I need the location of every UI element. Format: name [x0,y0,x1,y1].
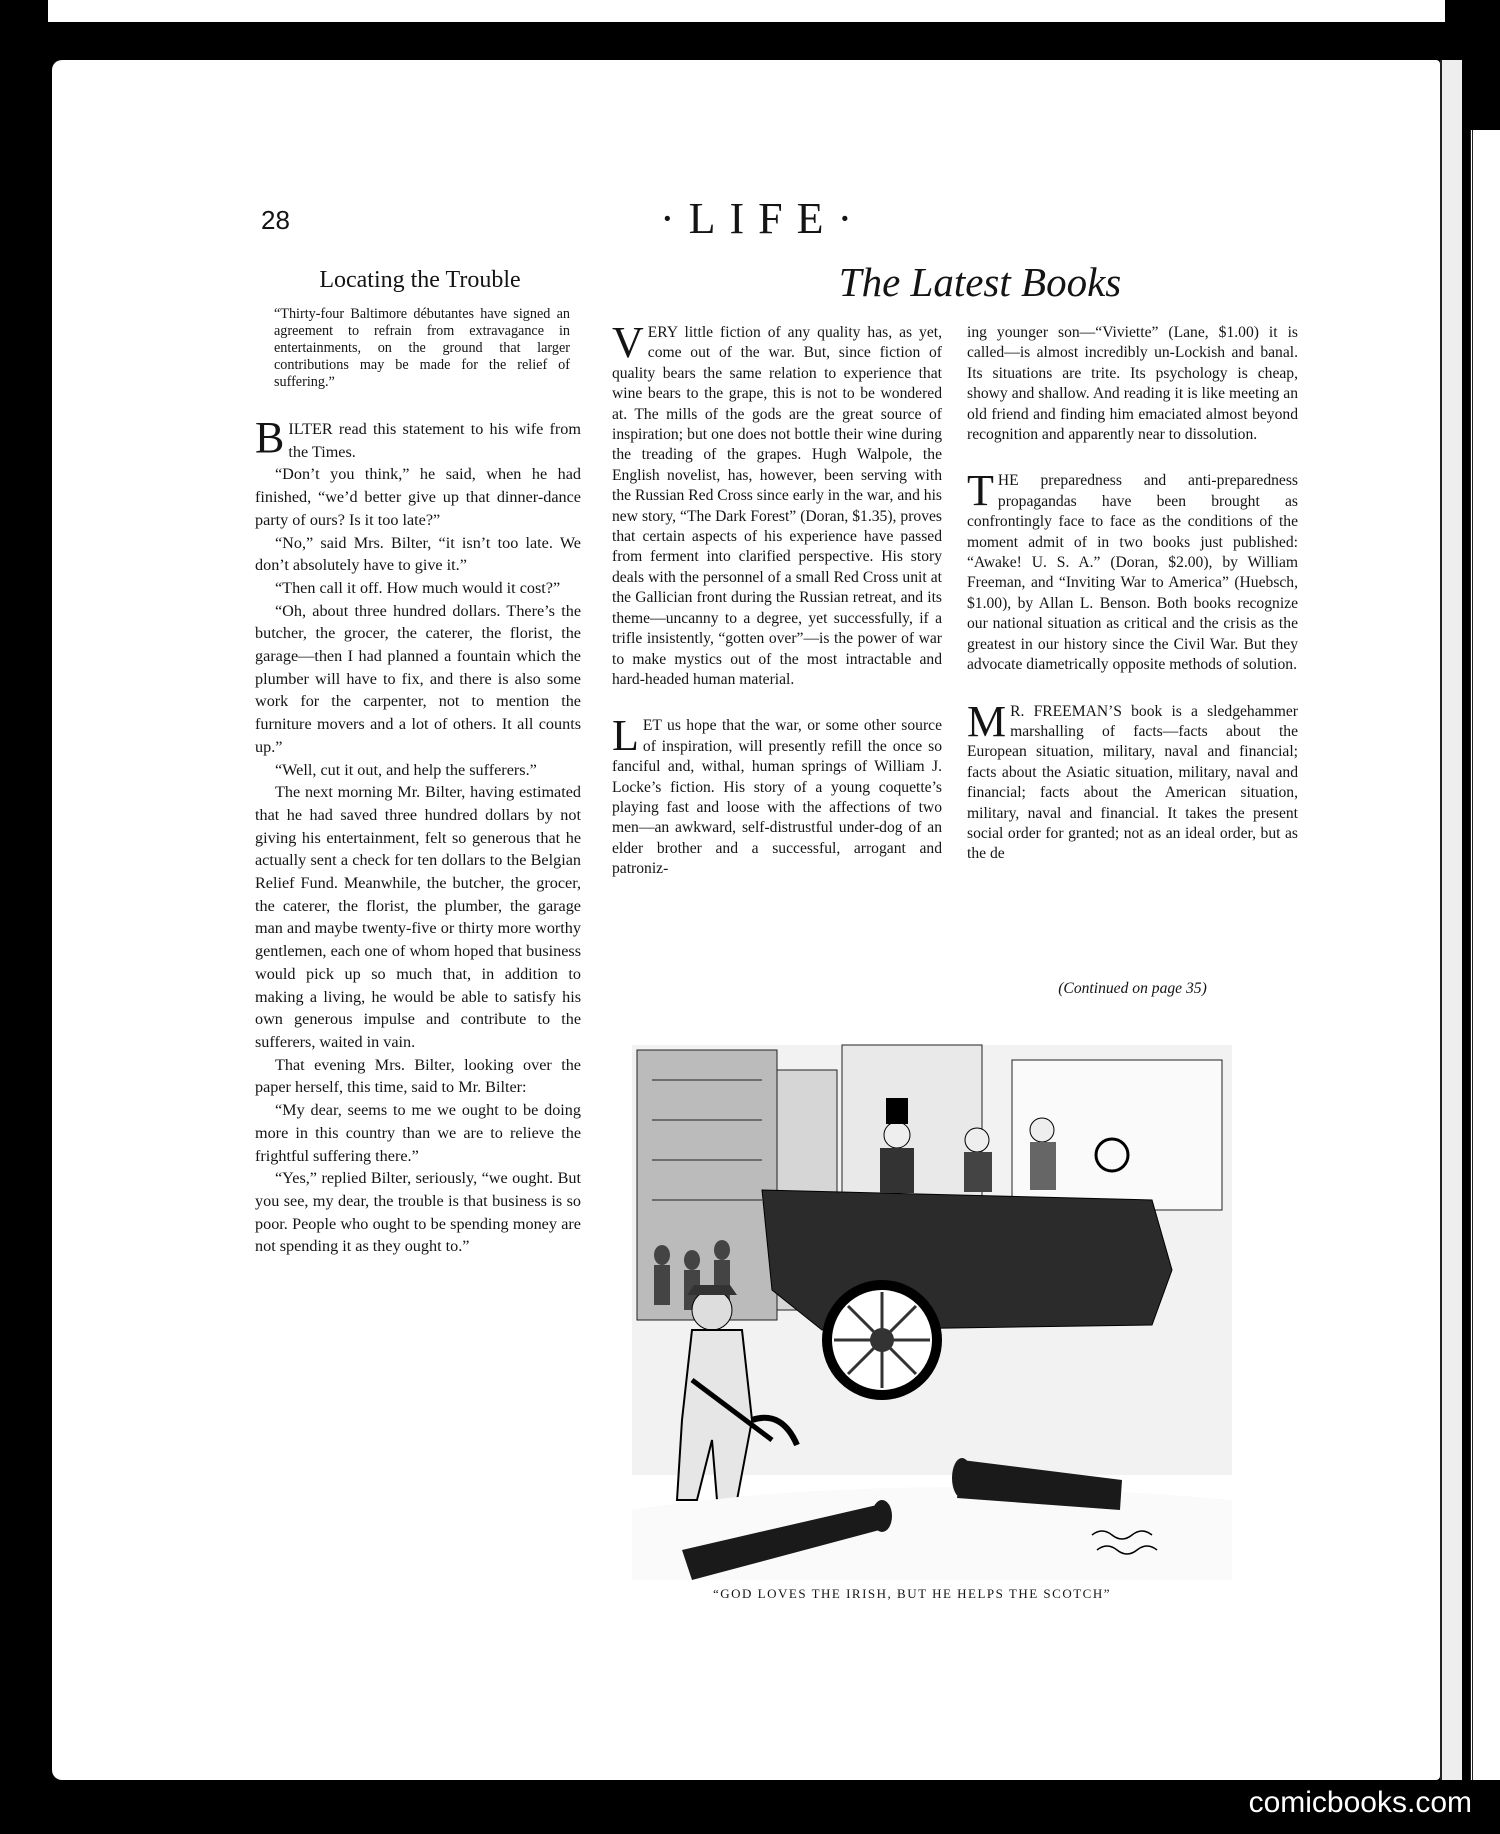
drop-cap: M [967,696,1007,746]
previous-page-edge [48,0,1445,22]
books-paragraph: THE preparedness and anti-preparedness propagandas have been brought as confrontingly face to face as the conditions of the moment admit of in two books just published: “Awake! U. S. A.” (Doran, $2.00), by William Freeman, and “Inviting War to America” (Huebsch, $1.00), by Allan L. Benson. Both books recognize our national situation as critical and the crisis as the greatest in our history since the Civil War. But they advocate diametrically opposite methods of solution. [967,466,1298,674]
books-column-middle [612,318,942,880]
books-column-right [967,323,1298,865]
drop-cap: L [612,711,639,761]
page-number: 28 [261,205,290,235]
drop-cap: B [255,413,285,462]
books-paragraph: ing younger son—“Viviette” (Lane, $1.00) it is called—is almost incredibly un-Lockish and banal. Its situations are trite. Its psychology is cheap, showy and shallow. And reading it is like meeting an old friend and finding him emaciated almost beyond recognition and apparently near to dissolution. [967,324,1298,444]
left-paragraph: “No,” said Mrs. Bilter, “it isn’t too late. We don’t absolutely have to give it.” [255,533,581,575]
masthead: ·LIFE· [660,194,867,243]
left-paragraph: The next morning Mr. Bilter, having estimated that he had saved three hundred dollars by not giving his entertainment, felt so generous that he actually sent a check for ten dollars to the Belgian Relief Fund. Meanwhile, the butcher, the grocer, the caterer, the florist, the plumber, the garage man and maybe twenty-five or thirty more worthy gentlemen, each one of whom hoped that business would pick up so much that, in addition to making a living, he would be able to satisfy his own generous impulse and contribute to the sufferers, waited in vain. [255,783,581,1051]
watermark: comicbooks.com [1248,1786,1472,1819]
continued-note: (Continued on page 35) [1058,980,1207,997]
left-article-epigraph: “Thirty-four Baltimore débutantes have signed an agreement to refrain from extravagance in entertainments, on the ground that larger contributions may be made for the relief of suffering.” [274,306,570,390]
left-paragraph: “Well, cut it out, and help the sufferers.” [275,760,537,779]
left-paragraph: “My dear, seems to me we ought to be doing more in this country than we are to relieve the frightful suffering there.” [255,1101,581,1165]
books-paragraph: VERY little fiction of any quality has, as yet, come out of the war. But, since fiction of quality bears the same relation to experience that wine bears to the grape, this is not to be wondered at. The mills of the gods are the great source of inspiration; but one does not bottle their wine during the treading of the grapes. Hugh Walpole, the English novelist, has, however, been serving with the Russian Red Cross since early in the war, and his new story, “The Dark Forest” (Doran, $1.35), proves that certain aspects of his experience have passed from ferment into clarified perspective. His story deals with the personnel of a small Red Cross unit at the Gallician front during the Russian retreat, and its theme—uncanny to a degree, yet successfully, if a trifle insistently, “gotten over”—is the power of war to make mystics out of the most intractable and hard-headed human material. [612,318,942,688]
illustration-caption: “GOD LOVES THE IRISH, BUT HE HELPS THE SCOTCH” [713,1586,1111,1601]
left-paragraph: “Then call it off. How much would it cost?” [275,578,561,597]
left-paragraph: BILTER read this statement to his wife from the Times. [255,413,581,462]
drop-cap: T [967,466,994,516]
left-article-title: Locating the Trouble [319,267,521,293]
car-cartoon-illustration [592,1040,1232,1580]
left-paragraph: “Yes,” replied Bilter, seriously, “we ought. But you see, my dear, the trouble is that business is so poor. People who ought to be spending money are not spending it as they ought to.” [255,1169,581,1256]
books-article-title: The Latest Books [838,259,1122,305]
left-paragraph: “Don’t you think,” he said, when he had finished, “we’d better give up that dinner-dance party of ours? Is it too late?” [255,465,581,529]
left-paragraph: That evening Mrs. Bilter, looking over the paper herself, this time, said to Mr. Bilter: [255,1055,581,1097]
page-binding [1440,60,1462,1780]
left-paragraph: “Oh, about three hundred dollars. There’s the butcher, the grocer, the caterer, the florist, the garage—then I had planned a fountain which the plumber will have to fix, and there is also some work for the carpenter, not to mention the furniture movers and a lot of others. It all counts up.” [255,601,581,756]
books-paragraph: LET us hope that the war, or some other source of inspiration, will presently refill the once so fanciful and, withal, human springs of William J. Locke’s fiction. His story of a young coquette’s playing fast and loose with the affections of two men—an awkward, self-distrustful under-dog of an elder brother and a successful, arrogant and patroniz- [612,711,942,878]
left-article-body [255,413,581,1258]
drop-cap: V [612,318,644,367]
books-paragraph: M R. FREEMAN’S book is a sledgehammer marshalling of facts—facts about the European situation, military, naval and financial; facts about the Asiatic situation, military, naval and financial; facts about the American situation, military, naval and financial. It takes the present social order for granted; not as an ideal order, but as the de [967,696,1298,863]
next-page-edge [1470,130,1500,1780]
